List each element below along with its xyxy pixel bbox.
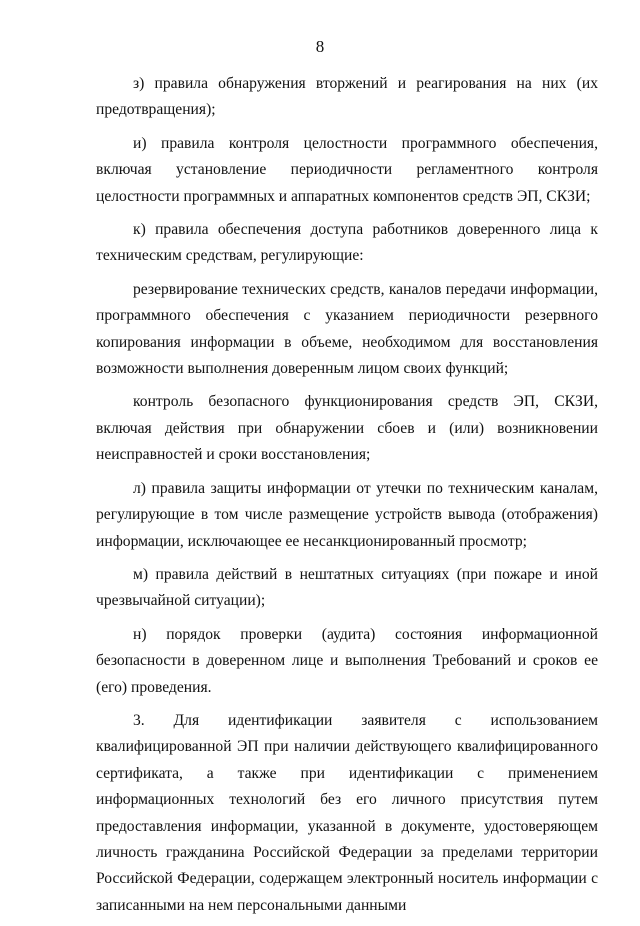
paragraph-l-leak-protection: л) правила защиты информации от утечки по техническим каналам, регулирующие в том числе размещение устройств вывода (отображения) информации, исключающее ее несанкционированный просмотр;: [96, 479, 598, 550]
paragraph-i-integrity-control: и) правила контроля целостности программного обеспечения, включая установление периодичности регламентного контроля целостности программных и аппаратных компонентов средств ЭП, СКЗИ;: [96, 134, 598, 205]
paragraph-k-access-rules: к) правила обеспечения доступа работников доверенного лица к техническим средствам, регулирующие:: [96, 221, 598, 265]
paragraph-m-emergency-rules: м) правила действий в нештатных ситуациях (при пожаре и иной чрезвычайной ситуации);: [96, 565, 598, 610]
paragraph-n-security-audit: н) порядок проверки (аудита) состояния информационной безопасности в доверенном лице и выполнения Требований и сроков ее (его) проведения.: [96, 625, 598, 696]
page-number: 8: [315, 37, 325, 56]
paragraph-z-intrusion-detection: з) правила обнаружения вторжений и реагирования на них (их предотвращения);: [96, 75, 598, 119]
paragraph-safe-operation-control: контроль безопасного функционирования средств ЭП, СКЗИ, включая действия при обнаружении сбоев и (или) возникновении неисправностей и сроки восстановления;: [96, 393, 598, 464]
document-body: [96, 71, 598, 926]
paragraph-redundancy: резервирование технических средств, каналов передачи информации, программного обеспечения с указанием периодичности резервного копирования информации в объеме, необходимом для восстановления возможности выполнения доверенным лицом своих функций;: [96, 280, 598, 378]
paragraph-3-applicant-identification: 3. Для идентификации заявителя с использованием квалифицированной ЭП при наличии действующего квалифицированного сертификата, а также при идентификации с применением информационных технологий без его личного присутствия путем предоставления информации, указанной в документе, удостоверяющем личность гражданина Российской Федерации за пределами территории Российской Федерации, содержащем электронный носитель информации с записанными на нем персональными данными: [96, 711, 598, 914]
